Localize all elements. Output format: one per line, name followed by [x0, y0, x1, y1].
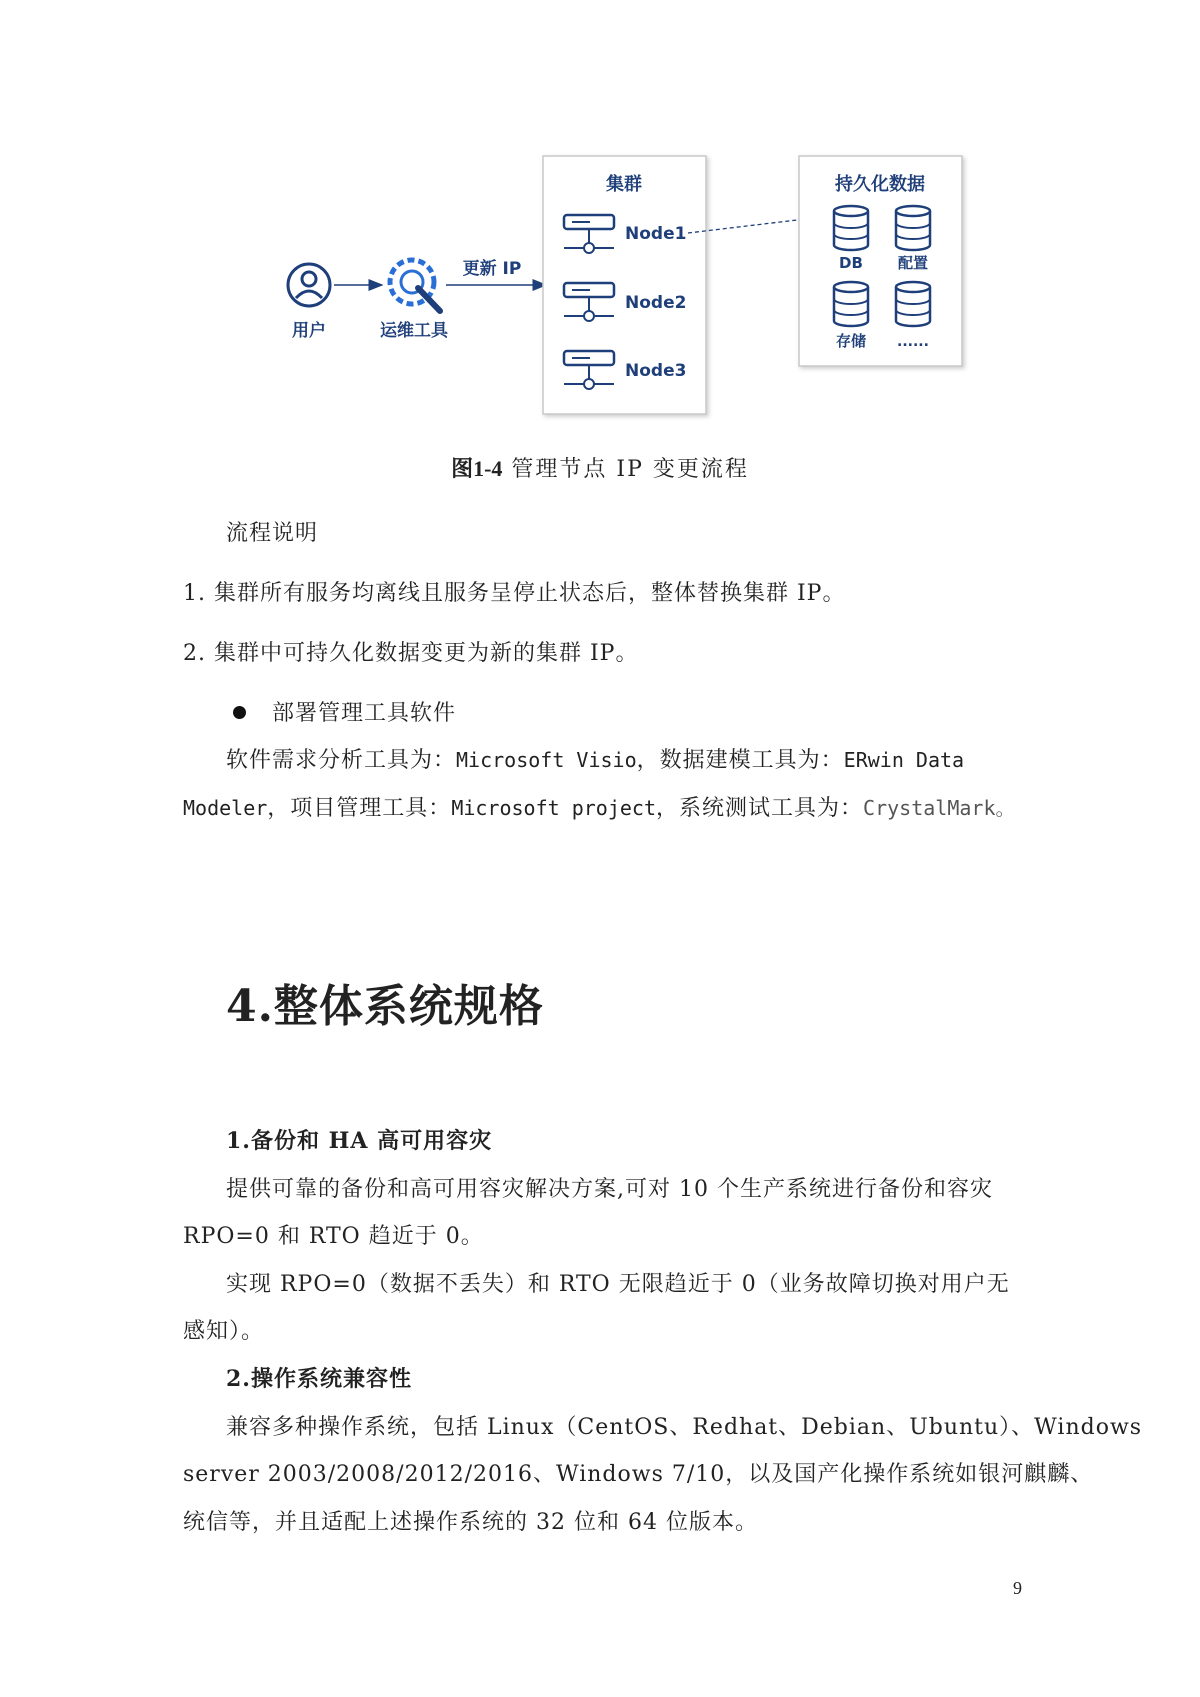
item1-heading: 1.备份和 HA 高可用容灾 — [226, 1128, 493, 1154]
storage-label: 存储 — [835, 332, 867, 350]
deploy-text-d2: ，系统测试工具为： — [656, 796, 864, 821]
item1-p1-line1: 提供可靠的备份和高可用容灾解决方案,可对 10 个生产系统进行备份和容灾 — [226, 1177, 993, 1202]
figure-number: 图1-4 — [451, 456, 503, 481]
deploy-line-2 — [183, 785, 1043, 832]
more-label: ...... — [897, 334, 929, 350]
figure-caption-text: 管理节点 IP 变更流程 — [502, 457, 749, 482]
bullet-text: 部署管理工具软件 — [272, 701, 457, 726]
page-number: 9 — [1013, 1578, 1022, 1598]
flow-heading: 流程说明 — [226, 521, 319, 546]
user-label: 用户 — [292, 321, 326, 341]
figure-caption — [0, 452, 1200, 483]
cluster-title: 集群 — [606, 174, 642, 195]
item1-p2-line1: 实现 RPO=0（数据不丢失）和 RTO 无限趋近于 0（业务故障切换对用户无 — [226, 1272, 1010, 1297]
item2-line2: server 2003/2008/2012/2016、Windows 7/10，以及国产化操作系统如银河麒麟、 — [183, 1462, 1094, 1487]
item2-line3: 统信等，并且适配上述操作系统的 32 位和 64 位版本。 — [183, 1510, 758, 1535]
flow-step-1: 1. 集群所有服务均离线且服务呈停止状态后，整体替换集群 IP。 — [183, 581, 846, 606]
config-label: 配置 — [897, 254, 929, 272]
item1-p2-line2: 感知）。 — [183, 1319, 265, 1344]
tool-project: Microsoft project — [451, 796, 657, 820]
user-icon — [288, 264, 330, 306]
deploy-text-c: ，数据建模工具为： — [636, 748, 844, 773]
db-label: DB — [839, 254, 863, 272]
tool-label: 运维工具 — [380, 321, 448, 341]
node1-label: Node1 — [625, 224, 687, 244]
ip-change-diagram — [0, 0, 1200, 430]
bullet-dot-icon — [233, 706, 246, 719]
gear-wrench-icon — [390, 260, 440, 311]
item2-heading: 2.操作系统兼容性 — [226, 1366, 412, 1392]
bullet-item — [233, 690, 456, 737]
update-ip-label: 更新 IP — [462, 259, 522, 279]
node3-label: Node3 — [625, 361, 687, 381]
tool-crystalmark: CrystalMark。 — [863, 796, 1016, 820]
item1-p1-line2: RPO=0 和 RTO 趋近于 0。 — [183, 1224, 484, 1249]
deploy-text-a: 软件需求分析工具为： — [226, 748, 457, 773]
deploy-text-b2: ，项目管理工具： — [267, 796, 452, 821]
tool-erwin-cont: Modeler — [183, 796, 268, 820]
section-title: 4.整体系统规格 — [226, 981, 544, 1032]
tool-visio: Microsoft Visio — [456, 748, 637, 772]
flow-step-2: 2. 集群中可持久化数据变更为新的集群 IP。 — [183, 641, 639, 666]
data-title: 持久化数据 — [835, 174, 925, 195]
tool-erwin: ERwin Data — [843, 748, 965, 772]
deploy-line-1 — [226, 737, 1026, 784]
item2-line1: 兼容多种操作系统，包括 Linux（CentOS、Redhat、Debian、Ubuntu）、Windows — [226, 1415, 1143, 1440]
node2-label: Node2 — [625, 293, 687, 313]
